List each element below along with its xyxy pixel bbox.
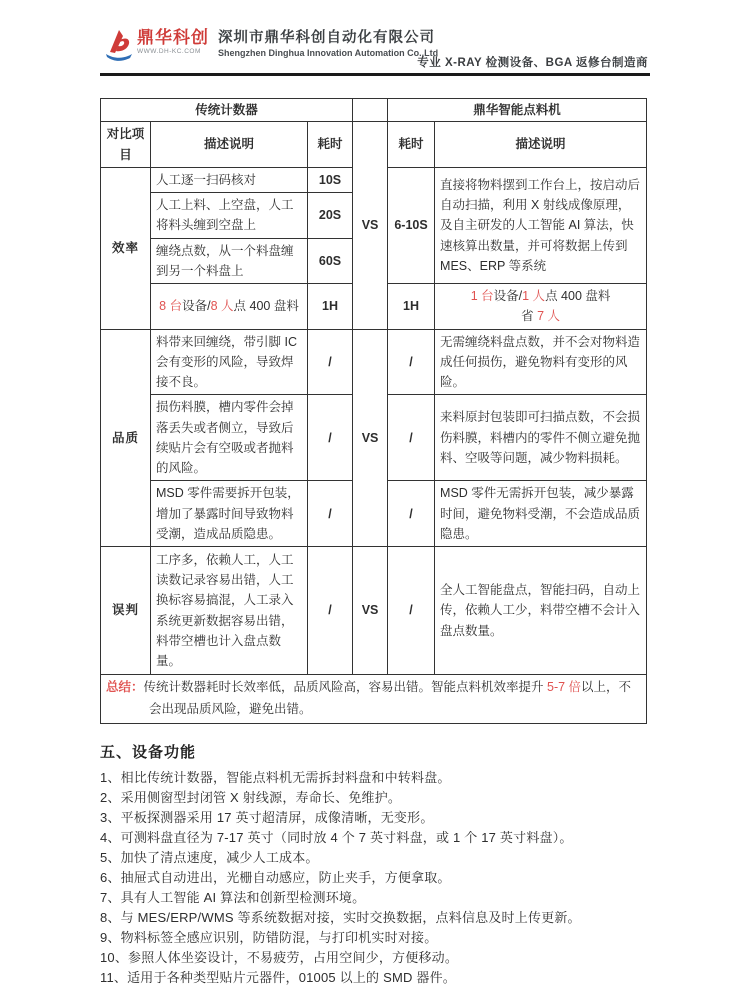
- company-letterhead: [100, 26, 650, 76]
- feature-item-3: 3、平板探测器采用 17 英寸超清屏，成像清晰，无变形。: [100, 810, 434, 825]
- col-header-time-right: 耗时: [388, 122, 435, 168]
- efficiency-total-left: 8 台设备/8 人点 400 盘料: [151, 284, 308, 330]
- quality-left-time-2: /: [308, 395, 353, 481]
- quality-right-desc-2: 来料原封包装即可扫描点数，不会损伤料膜，料槽内的零件不侧立避免抛料、空吸等问题，减少物料损耗。: [435, 395, 647, 481]
- summary-label: 总结：: [106, 680, 144, 695]
- quality-right-desc-3: MSD 零件无需拆开包装，减少暴露时间，避免物料受潮，不会造成品质隐患。: [435, 481, 647, 547]
- brand-website: WWW.DH-KC.COM: [137, 48, 201, 55]
- efficiency-right-desc: 直接将物料摆到工作台上，按启动后自动扫描，利用 X 射线成像原理，及自主研发的人工智能 AI 算法，快速核算出数量，并可将数据上传到 MES、ERP 等系统: [435, 167, 647, 283]
- device-functions-section: [100, 741, 650, 988]
- section-label-misjudge: 误判: [101, 547, 151, 675]
- company-names: [218, 30, 438, 59]
- highlight-count: 1 人: [522, 289, 546, 303]
- company-name-en: Shengzhen Dinghua Innovation Automation Co.,Ltd: [218, 48, 439, 58]
- highlight-count: 7 人: [537, 309, 560, 324]
- quality-right-desc-1: 无需缠绕料盘点数，并不会对物料造成任何损伤，避免物料有变形的风险。: [435, 329, 647, 395]
- feature-item-10: 10、参照人体坐姿设计，不易疲劳，占用空间少，方便移动。: [100, 950, 459, 965]
- feature-item-4: 4、可测料盘直径为 7-17 英寸（同时放 4 个 7 英寸料盘，或 1 个 17 英寸料盘）。: [100, 830, 573, 845]
- dinghua-logo-icon: [104, 28, 134, 62]
- logo-text: [137, 28, 209, 56]
- feature-item-9: 9、物料标签全感应识别，防错防混，与打印机实时对接。: [100, 930, 438, 945]
- table-row-summary: [101, 675, 647, 724]
- efficiency-left-time-2: 20S: [308, 193, 353, 239]
- misjudge-right-desc: 全人工智能盘点，智能扫码，自动上传，依赖人工少，料带空槽不会计入盘点数量。: [435, 547, 647, 675]
- summary-highlight: 5-7 倍: [547, 680, 582, 695]
- feature-item-7: 7、具有人工智能 AI 算法和创新型检测环境。: [100, 890, 366, 905]
- efficiency-total-right: 1 台设备/1 人点 400 盘料 省 7 人: [435, 284, 647, 330]
- comparison-table: [100, 98, 647, 724]
- section-label-quality: 品质: [101, 329, 151, 547]
- brand-name: 鼎华科创: [137, 28, 209, 47]
- col-header-item: 对比项目: [101, 122, 151, 168]
- col-header-time-left: 耗时: [308, 122, 353, 168]
- feature-item-6: 6、抽屉式自动进出，光栅自动感应，防止夹手，方便拿取。: [100, 870, 451, 885]
- efficiency-left-time-1: 10S: [308, 167, 353, 192]
- company-name-cn: 深圳市鼎华科创自动化有限公司: [218, 30, 435, 46]
- misjudge-right-time: /: [388, 547, 435, 675]
- col-header-desc-right: 描述说明: [435, 122, 647, 168]
- efficiency-left-desc-2: 人工上料、上空盘，人工将料头缠到空盘上: [151, 193, 308, 239]
- vs-label-quality: VS: [353, 329, 388, 547]
- quality-left-desc-2: 损伤料膜，槽内零件会掉落丢失或者侧立，导致后续贴片会有空吸或者抛料的风险。: [151, 395, 308, 481]
- vs-column-spacer: [353, 99, 388, 122]
- highlight-count: 1 台: [470, 289, 494, 303]
- table-row-misjudge: [101, 547, 647, 675]
- document-content: [100, 26, 650, 988]
- efficiency-left-time-3: 60S: [308, 238, 353, 284]
- efficiency-left-desc-1: 人工逐一扫码核对: [151, 167, 308, 192]
- feature-item-8: 8、与 MES/ERP/WMS 等系统数据对接，实时交换数据，点料信息及时上传更新。: [100, 910, 581, 925]
- highlight-count: 8 台: [159, 299, 183, 314]
- table-row-group-headers: [101, 99, 647, 122]
- section-title: 五、设备功能: [100, 744, 197, 761]
- quality-left-time-3: /: [308, 481, 353, 547]
- quality-left-desc-3: MSD 零件需要拆开包装，增加了暴露时间导致物料受潮，造成品质隐患。: [151, 481, 308, 547]
- misjudge-left-time: /: [308, 547, 353, 675]
- summary-cell: [101, 675, 647, 724]
- efficiency-left-desc-3: 缠绕点数，从一个料盘缠到另一个料盘上: [151, 238, 308, 284]
- feature-item-11: 11、适用于各种类型贴片元器件，01005 以上的 SMD 器件。: [100, 970, 456, 985]
- efficiency-total-right-time: 1H: [388, 284, 435, 330]
- quality-right-time-3: /: [388, 481, 435, 547]
- summary-text: 总结：传统计数器耗时长效率低，品质风险高，容易出错。智能点料机效率提升 5-7 倍以上，不会出现品质风险，避免出错。: [106, 680, 632, 716]
- section-label-efficiency: 效率: [101, 167, 151, 329]
- feature-item-1: 1、相比传统计数器，智能点料机无需拆封料盘和中转料盘。: [100, 770, 451, 785]
- highlight-count: 8 人: [210, 299, 234, 314]
- quality-right-time-1: /: [388, 329, 435, 395]
- table-row-column-headers: [101, 122, 647, 168]
- table-row-quality-1: [101, 329, 647, 395]
- company-slogan: 专业 X-RAY 检测设备、BGA 返修台制造商: [415, 54, 650, 76]
- quality-left-time-1: /: [308, 329, 353, 395]
- company-logo: [104, 28, 209, 62]
- left-group-header: 传统计数器: [101, 99, 353, 122]
- misjudge-left-desc: 工序多，依赖人工，人工读数记录容易出错，人工换标容易搞混，人工录入系统更新数据容易出错，料带空槽也计入盘点数量。: [151, 547, 308, 675]
- quality-right-time-2: /: [388, 395, 435, 481]
- feature-item-2: 2、采用侧窗型封闭管 X 射线源，寿命长、免维护。: [100, 790, 402, 805]
- vs-label-misjudge: VS: [353, 547, 388, 675]
- feature-item-5: 5、加快了清点速度，减少人工成本。: [100, 850, 319, 865]
- efficiency-right-time: 6-10S: [388, 167, 435, 283]
- quality-left-desc-1: 料带来回缠绕，带引脚 IC 会有变形的风险，导致焊接不良。: [151, 329, 308, 395]
- right-group-header: 鼎华智能点料机: [388, 99, 647, 122]
- efficiency-total-left-time: 1H: [308, 284, 353, 330]
- vs-label-efficiency: VS: [353, 122, 388, 329]
- col-header-desc-left: 描述说明: [151, 122, 308, 168]
